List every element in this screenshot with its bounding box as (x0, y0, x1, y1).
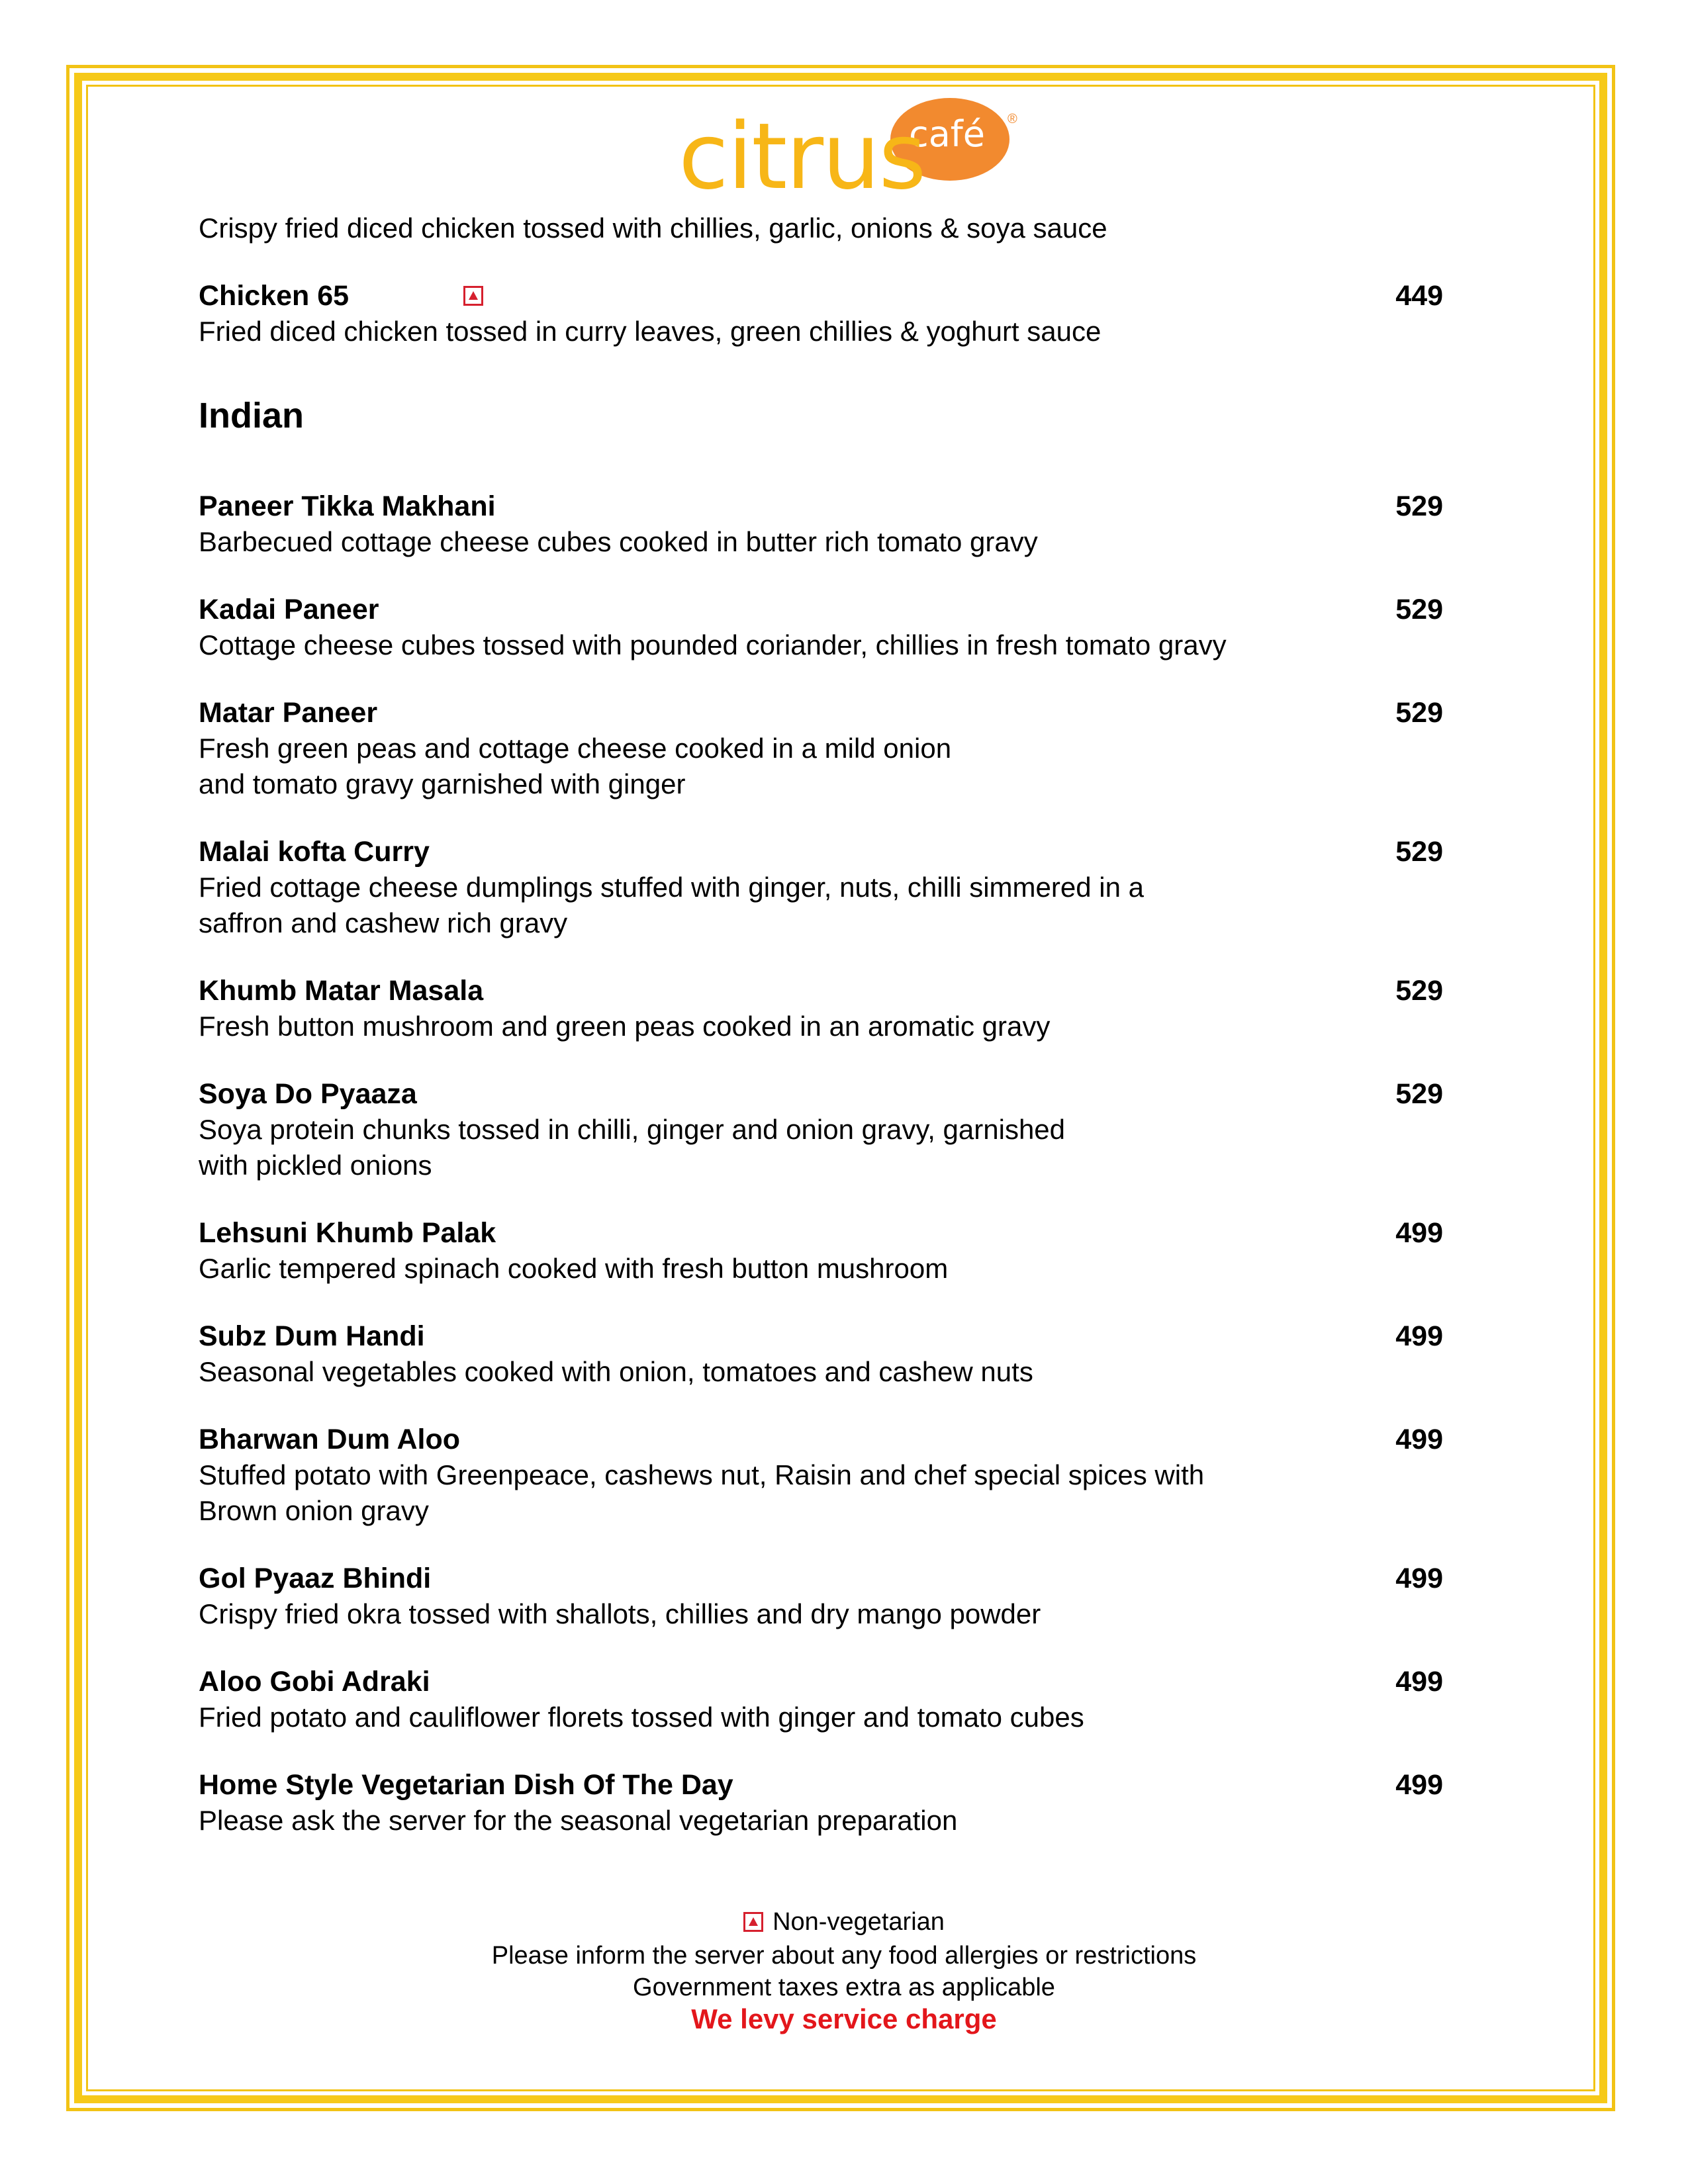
menu-content (199, 210, 1443, 1839)
item-name: Gol Pyaaz Bhindi (199, 1563, 432, 1594)
menu-item (199, 973, 1443, 1044)
item-name: Paneer Tikka Makhani (199, 490, 496, 522)
menu-item (199, 1664, 1443, 1735)
item-name: Aloo Gobi Adraki (199, 1666, 430, 1698)
item-price: 529 (1395, 697, 1443, 729)
item-price: 499 (1395, 1424, 1443, 1455)
menu-item-chicken-65 (199, 278, 1443, 349)
menu-items-list (199, 488, 1443, 1839)
item-name: Matar Paneer (199, 697, 378, 729)
tax-note: Government taxes extra as applicable (633, 1974, 1055, 2001)
item-price: 499 (1395, 1217, 1443, 1249)
non-veg-icon (463, 286, 483, 306)
item-description: Crispy fried okra tossed with shallots, chillies and dry mango powder (199, 1598, 1041, 1629)
item-description: and tomato gravy garnished with ginger (199, 768, 686, 799)
item-price: 449 (1395, 280, 1443, 312)
menu-item (199, 1076, 1443, 1183)
item-price: 499 (1395, 1563, 1443, 1594)
menu-item (199, 1767, 1443, 1839)
item-price: 529 (1395, 836, 1443, 868)
item-description: Brown onion gravy (199, 1495, 429, 1526)
item-price: 529 (1395, 975, 1443, 1007)
legend-label: Non-vegetarian (773, 1908, 945, 1936)
menu-item (199, 834, 1443, 941)
item-description: saffron and cashew rich gravy (199, 907, 568, 938)
item-name: Subz Dum Handi (199, 1320, 425, 1352)
menu-footer (0, 1906, 1688, 2035)
item-description: Fried diced chicken tossed in curry leaves, green chillies & yoghurt sauce (199, 316, 1102, 347)
menu-item (199, 1215, 1443, 1287)
item-price: 529 (1395, 490, 1443, 522)
item-description: Please ask the server for the seasonal vegetarian preparation (199, 1805, 958, 1836)
item-description: with pickled onions (199, 1150, 432, 1181)
service-charge-note: We levy service charge (691, 2003, 997, 2034)
item-description: Crispy fried diced chicken tossed with chillies, garlic, onions & soya sauce (199, 212, 1107, 244)
citrus-cafe-logo (679, 98, 1016, 217)
item-price: 499 (1395, 1666, 1443, 1698)
item-description: Fried potato and cauliflower florets tossed with ginger and tomato cubes (199, 1702, 1084, 1733)
section-heading: Indian (199, 396, 304, 435)
logo-wordmark: citrus (679, 103, 925, 210)
item-name: Chicken 65 (199, 280, 350, 312)
item-description: Fresh button mushroom and green peas cooked in an aromatic gravy (199, 1011, 1051, 1042)
item-price: 499 (1395, 1769, 1443, 1801)
item-name: Bharwan Dum Aloo (199, 1424, 460, 1455)
item-name: Home Style Vegetarian Dish Of The Day (199, 1769, 733, 1801)
item-price: 529 (1395, 1078, 1443, 1110)
item-price: 499 (1395, 1320, 1443, 1352)
logo-registered-mark: ® (1008, 112, 1017, 126)
menu-item (199, 695, 1443, 802)
menu-item-continued (199, 210, 1443, 246)
logo-badge-text: café (909, 113, 986, 155)
item-description: Fried cottage cheese dumplings stuffed with ginger, nuts, chilli simmered in a (199, 872, 1144, 903)
item-description: Stuffed potato with Greenpeace, cashews nut, Raisin and chef special spices with (199, 1459, 1205, 1490)
item-name: Khumb Matar Masala (199, 975, 484, 1007)
non-veg-icon (743, 1912, 763, 1932)
item-description: Barbecued cottage cheese cubes cooked in butter rich tomato gravy (199, 526, 1038, 557)
item-name: Lehsuni Khumb Palak (199, 1217, 496, 1249)
item-description: Soya protein chunks tossed in chilli, ginger and onion gravy, garnished (199, 1114, 1066, 1145)
item-price: 529 (1395, 594, 1443, 625)
legend (743, 1906, 945, 1938)
menu-item (199, 1422, 1443, 1529)
menu-item (199, 592, 1443, 663)
item-description: Cottage cheese cubes tossed with pounded coriander, chillies in fresh tomato gravy (199, 629, 1227, 660)
menu-item (199, 1561, 1443, 1632)
item-name: Kadai Paneer (199, 594, 379, 625)
item-description: Garlic tempered spinach cooked with fresh button mushroom (199, 1253, 949, 1284)
menu-item (199, 488, 1443, 560)
item-name: Soya Do Pyaaza (199, 1078, 417, 1110)
item-name: Malai kofta Curry (199, 836, 430, 868)
menu-item (199, 1318, 1443, 1390)
item-description: Seasonal vegetables cooked with onion, tomatoes and cashew nuts (199, 1356, 1033, 1387)
item-description: Fresh green peas and cottage cheese cooked in a mild onion (199, 733, 952, 764)
allergy-note: Please inform the server about any food allergies or restrictions (491, 1942, 1197, 1970)
